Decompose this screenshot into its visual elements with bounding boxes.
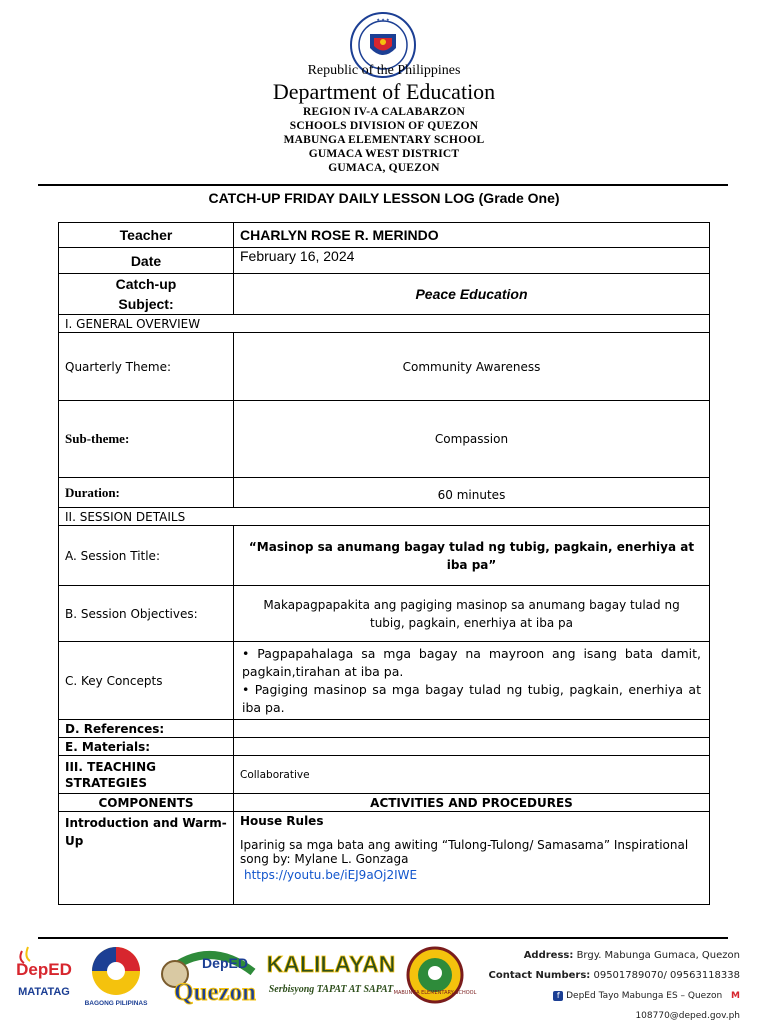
house-rules-heading: House Rules [240, 814, 324, 828]
address-line: GUMACA, QUEZON [328, 162, 440, 174]
svg-text:Serbisyong TAPAT AT SAPAT: Serbisyong TAPAT AT SAPAT [268, 984, 394, 995]
quarterly-theme-label: Quarterly Theme: [59, 333, 234, 401]
duration-value: 60 minutes [234, 478, 710, 508]
svg-text:MATATAG: MATATAG [18, 986, 70, 998]
address-label: Address: [523, 950, 574, 961]
svg-text:Quezon: Quezon [174, 979, 256, 1006]
social-line [480, 986, 740, 1026]
district-line: GUMACA WEST DISTRICT [308, 148, 460, 160]
session-objectives-value: Makapagpapakita ang pagiging masinop sa anumang bagay tulad ng tubig, pagkain, enerhiya at iba pa [234, 586, 710, 642]
school-line: MABUNGA ELEMENTARY SCHOOL [283, 134, 485, 146]
intro-warmup-label: Introduction and Warm-Up [59, 812, 234, 905]
date-value: February 16, 2024 [234, 248, 710, 274]
svg-text:★ ★ ★: ★ ★ ★ [376, 17, 390, 22]
facebook-icon: f [553, 991, 563, 1001]
department-name: Department of Education [272, 79, 496, 104]
date-label: Date [59, 248, 234, 274]
general-overview-heading: I. GENERAL OVERVIEW [59, 315, 710, 333]
session-title-value: “Masinop sa anumang bagay tulad ng tubig, pagkain, enerhiya at iba pa” [234, 526, 710, 586]
contact-label: Contact Numbers: [488, 970, 591, 981]
key-concepts-list [234, 642, 710, 720]
subject-value: Peace Education [234, 274, 710, 315]
facebook-page[interactable]: DepEd Tayo Mabunga ES – Quezon [566, 991, 723, 1001]
teacher-value: CHARLYN ROSE R. MERINDO [234, 223, 710, 248]
contact-value: 09501789070/ 09563118338 [593, 970, 740, 981]
quarterly-theme-value: Community Awareness [234, 333, 710, 401]
materials-value [234, 738, 710, 756]
svg-text:KALILAYAN: KALILAYAN [266, 951, 396, 977]
svg-text:DepED: DepED [16, 960, 72, 979]
header-divider [38, 184, 728, 186]
session-objectives-label: B. Session Objectives: [59, 586, 234, 642]
intro-warmup-activities [234, 812, 710, 905]
address-line [480, 946, 740, 966]
email-address[interactable]: 108770@deped.gov.ph [635, 1011, 740, 1021]
session-details-heading: II. SESSION DETAILS [59, 508, 710, 526]
components-header: COMPONENTS [59, 794, 234, 812]
teaching-strategies-value: Collaborative [234, 756, 710, 794]
key-concept-item: • Pagiging masinop sa mga bagay tulad ng tubig, pagkain, enerhiya at iba pa. [242, 681, 701, 715]
division-line: SCHOOLS DIVISION OF QUEZON [289, 120, 479, 132]
svg-text:BAGONG PILIPINAS: BAGONG PILIPINAS [84, 1000, 148, 1007]
footer-divider [38, 937, 728, 939]
footer-contact-block [480, 946, 740, 1026]
school-seal-logo [393, 946, 477, 1004]
document-title: CATCH-UP FRIDAY DAILY LESSON LOG (Grade One) [208, 190, 560, 206]
intro-activity-text: Iparinig sa mga bata ang awiting “Tulong-Tulong/ Samasama” Inspirational song by: Mylane L. Gonzaga [240, 838, 689, 866]
references-value [234, 720, 710, 738]
teaching-strategies-label: III. TEACHING STRATEGIES [59, 756, 234, 794]
deped-quezon-logo [157, 942, 261, 1010]
region-line: REGION IV-A CALABARZON [302, 106, 465, 118]
republic-line: Republic of the Philippines [307, 63, 461, 78]
materials-label: E. Materials: [59, 738, 234, 756]
teacher-label: Teacher [59, 223, 234, 248]
session-title-label: A. Session Title: [59, 526, 234, 586]
bagong-pilipinas-logo [80, 945, 152, 1011]
address-value: Brgy. Mabunga Gumaca, Quezon [576, 950, 740, 961]
subtheme-value: Compassion [234, 401, 710, 478]
lesson-log-table [58, 222, 710, 905]
kalilayan-logo [264, 948, 398, 1004]
deped-matatag-logo [14, 945, 74, 1009]
svg-text:MABUNGA ELEMENTARY SCHOOL: MABUNGA ELEMENTARY SCHOOL [393, 990, 477, 996]
references-label: D. References: [59, 720, 234, 738]
key-concepts-label: C. Key Concepts [59, 642, 234, 720]
svg-text:DepED: DepED [202, 955, 248, 971]
email-icon: M [731, 991, 740, 1001]
duration-label: Duration: [59, 478, 234, 508]
activities-header: ACTIVITIES AND PROCEDURES [234, 794, 710, 812]
subtheme-label: Sub-theme: [59, 401, 234, 478]
subject-label: Catch-up Subject: [59, 274, 234, 315]
key-concept-item: • Pagpapahalaga sa mga bagay na mayroon ang isang bata damit, pagkain,tirahan at iba pa. [242, 645, 701, 679]
contact-line [480, 966, 740, 986]
letterhead [0, 63, 768, 175]
song-link[interactable]: https://youtu.be/iEJ9aOj2IWE [244, 868, 418, 882]
